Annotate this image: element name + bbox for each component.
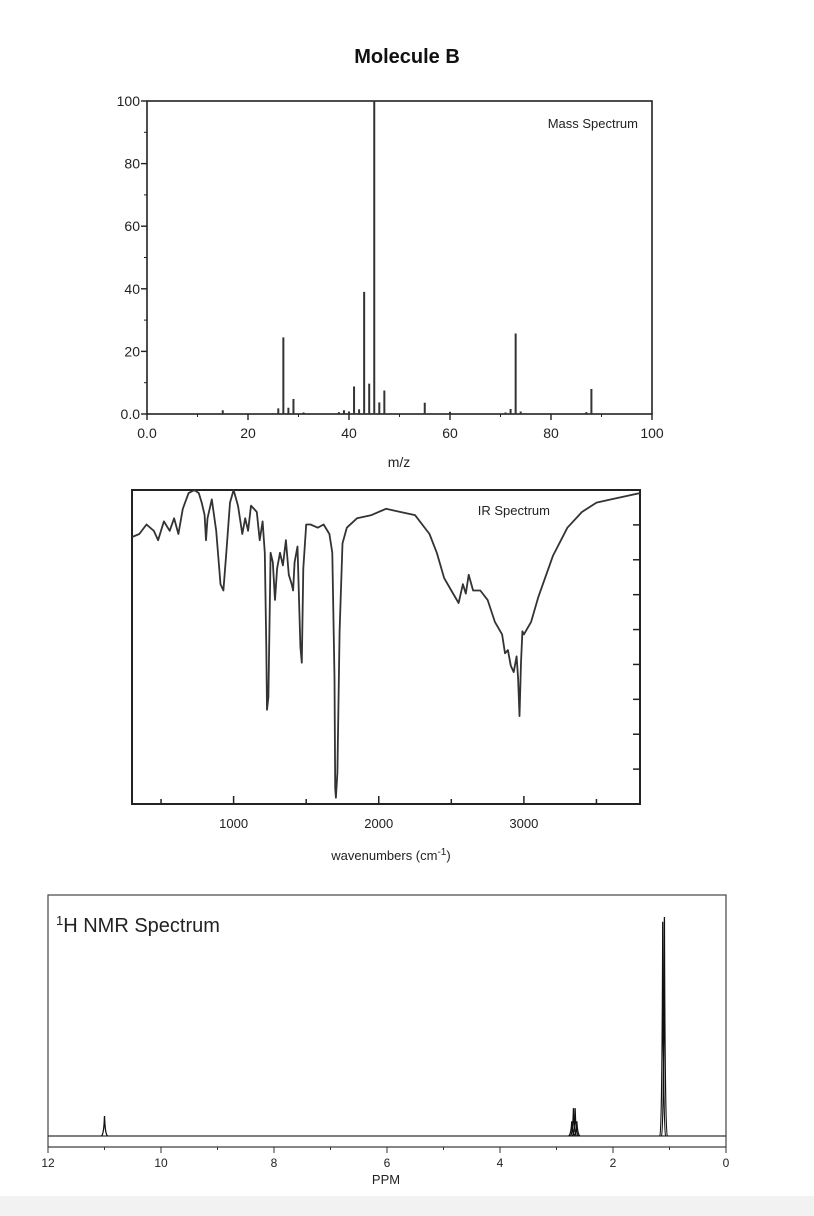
ms-x-tick-label: 80 <box>543 425 559 441</box>
ms-x-axis-label: m/z <box>387 454 411 470</box>
ir-plot-frame <box>132 490 640 804</box>
ms-y-tick-label: 80 <box>124 155 140 172</box>
ms-y-tick-label: 100 <box>116 93 140 109</box>
nmr-title-main: H NMR Spectrum <box>63 915 220 937</box>
footer-strip <box>0 1196 814 1216</box>
nmr-x-tick-label: 12 <box>41 1156 55 1170</box>
ir-x-label-sup: -1 <box>437 847 447 858</box>
ms-y-axis <box>117 93 147 422</box>
ir-x-tick-label: 1000 <box>219 816 249 831</box>
nmr-peaks <box>102 917 668 1136</box>
nmr-x-axis-label: PPM <box>371 1172 401 1187</box>
ms-x-tick-label: 20 <box>240 425 256 441</box>
nmr-x-tick-label: 8 <box>270 1156 278 1170</box>
ms-x-axis <box>137 414 664 441</box>
ms-y-tick-label: 60 <box>124 218 140 235</box>
ir-x-tick-label: 2000 <box>364 816 394 831</box>
ir-x-axis-label <box>330 847 450 863</box>
nmr-x-tick-label: 2 <box>609 1156 617 1170</box>
ms-x-tick-label: 100 <box>640 425 664 441</box>
nmr-x-tick-label: 10 <box>154 1156 168 1170</box>
ir-right-ticks <box>633 525 640 769</box>
ms-y-tick-label: 20 <box>124 343 140 360</box>
nmr-x-axis <box>41 1147 729 1170</box>
nmr-x-tick-label: 0 <box>722 1156 730 1170</box>
ms-x-tick-label: 40 <box>341 425 357 441</box>
ir-x-label-main: wavenumbers (cm <box>331 848 438 863</box>
ir-spectrum-line <box>132 490 640 798</box>
ir-x-label-end: ) <box>446 848 451 863</box>
ir-spectrum-chart <box>0 480 814 870</box>
ms-y-tick-label: 0.0 <box>120 406 140 422</box>
ms-y-tick-label: 40 <box>124 280 140 297</box>
ms-x-tick-label: 0.0 <box>137 425 157 441</box>
ir-x-tick-label: 3000 <box>509 816 539 831</box>
page-title: Molecule B <box>354 46 460 68</box>
nmr-chart-title <box>56 913 220 937</box>
nmr-title-sup: 1 <box>56 913 64 928</box>
ms-peaks <box>223 101 592 414</box>
nmr-x-tick-label: 6 <box>383 1156 391 1170</box>
ms-plot-frame <box>147 101 652 414</box>
nmr-x-tick-label: 4 <box>496 1156 504 1170</box>
ir-chart-title: IR Spectrum <box>477 503 550 518</box>
ms-chart-title: Mass Spectrum <box>547 116 638 131</box>
nmr-spectrum-chart <box>0 886 814 1196</box>
nmr-peak <box>102 1116 108 1136</box>
ir-x-axis <box>161 796 596 831</box>
ms-x-tick-label: 60 <box>442 425 458 441</box>
